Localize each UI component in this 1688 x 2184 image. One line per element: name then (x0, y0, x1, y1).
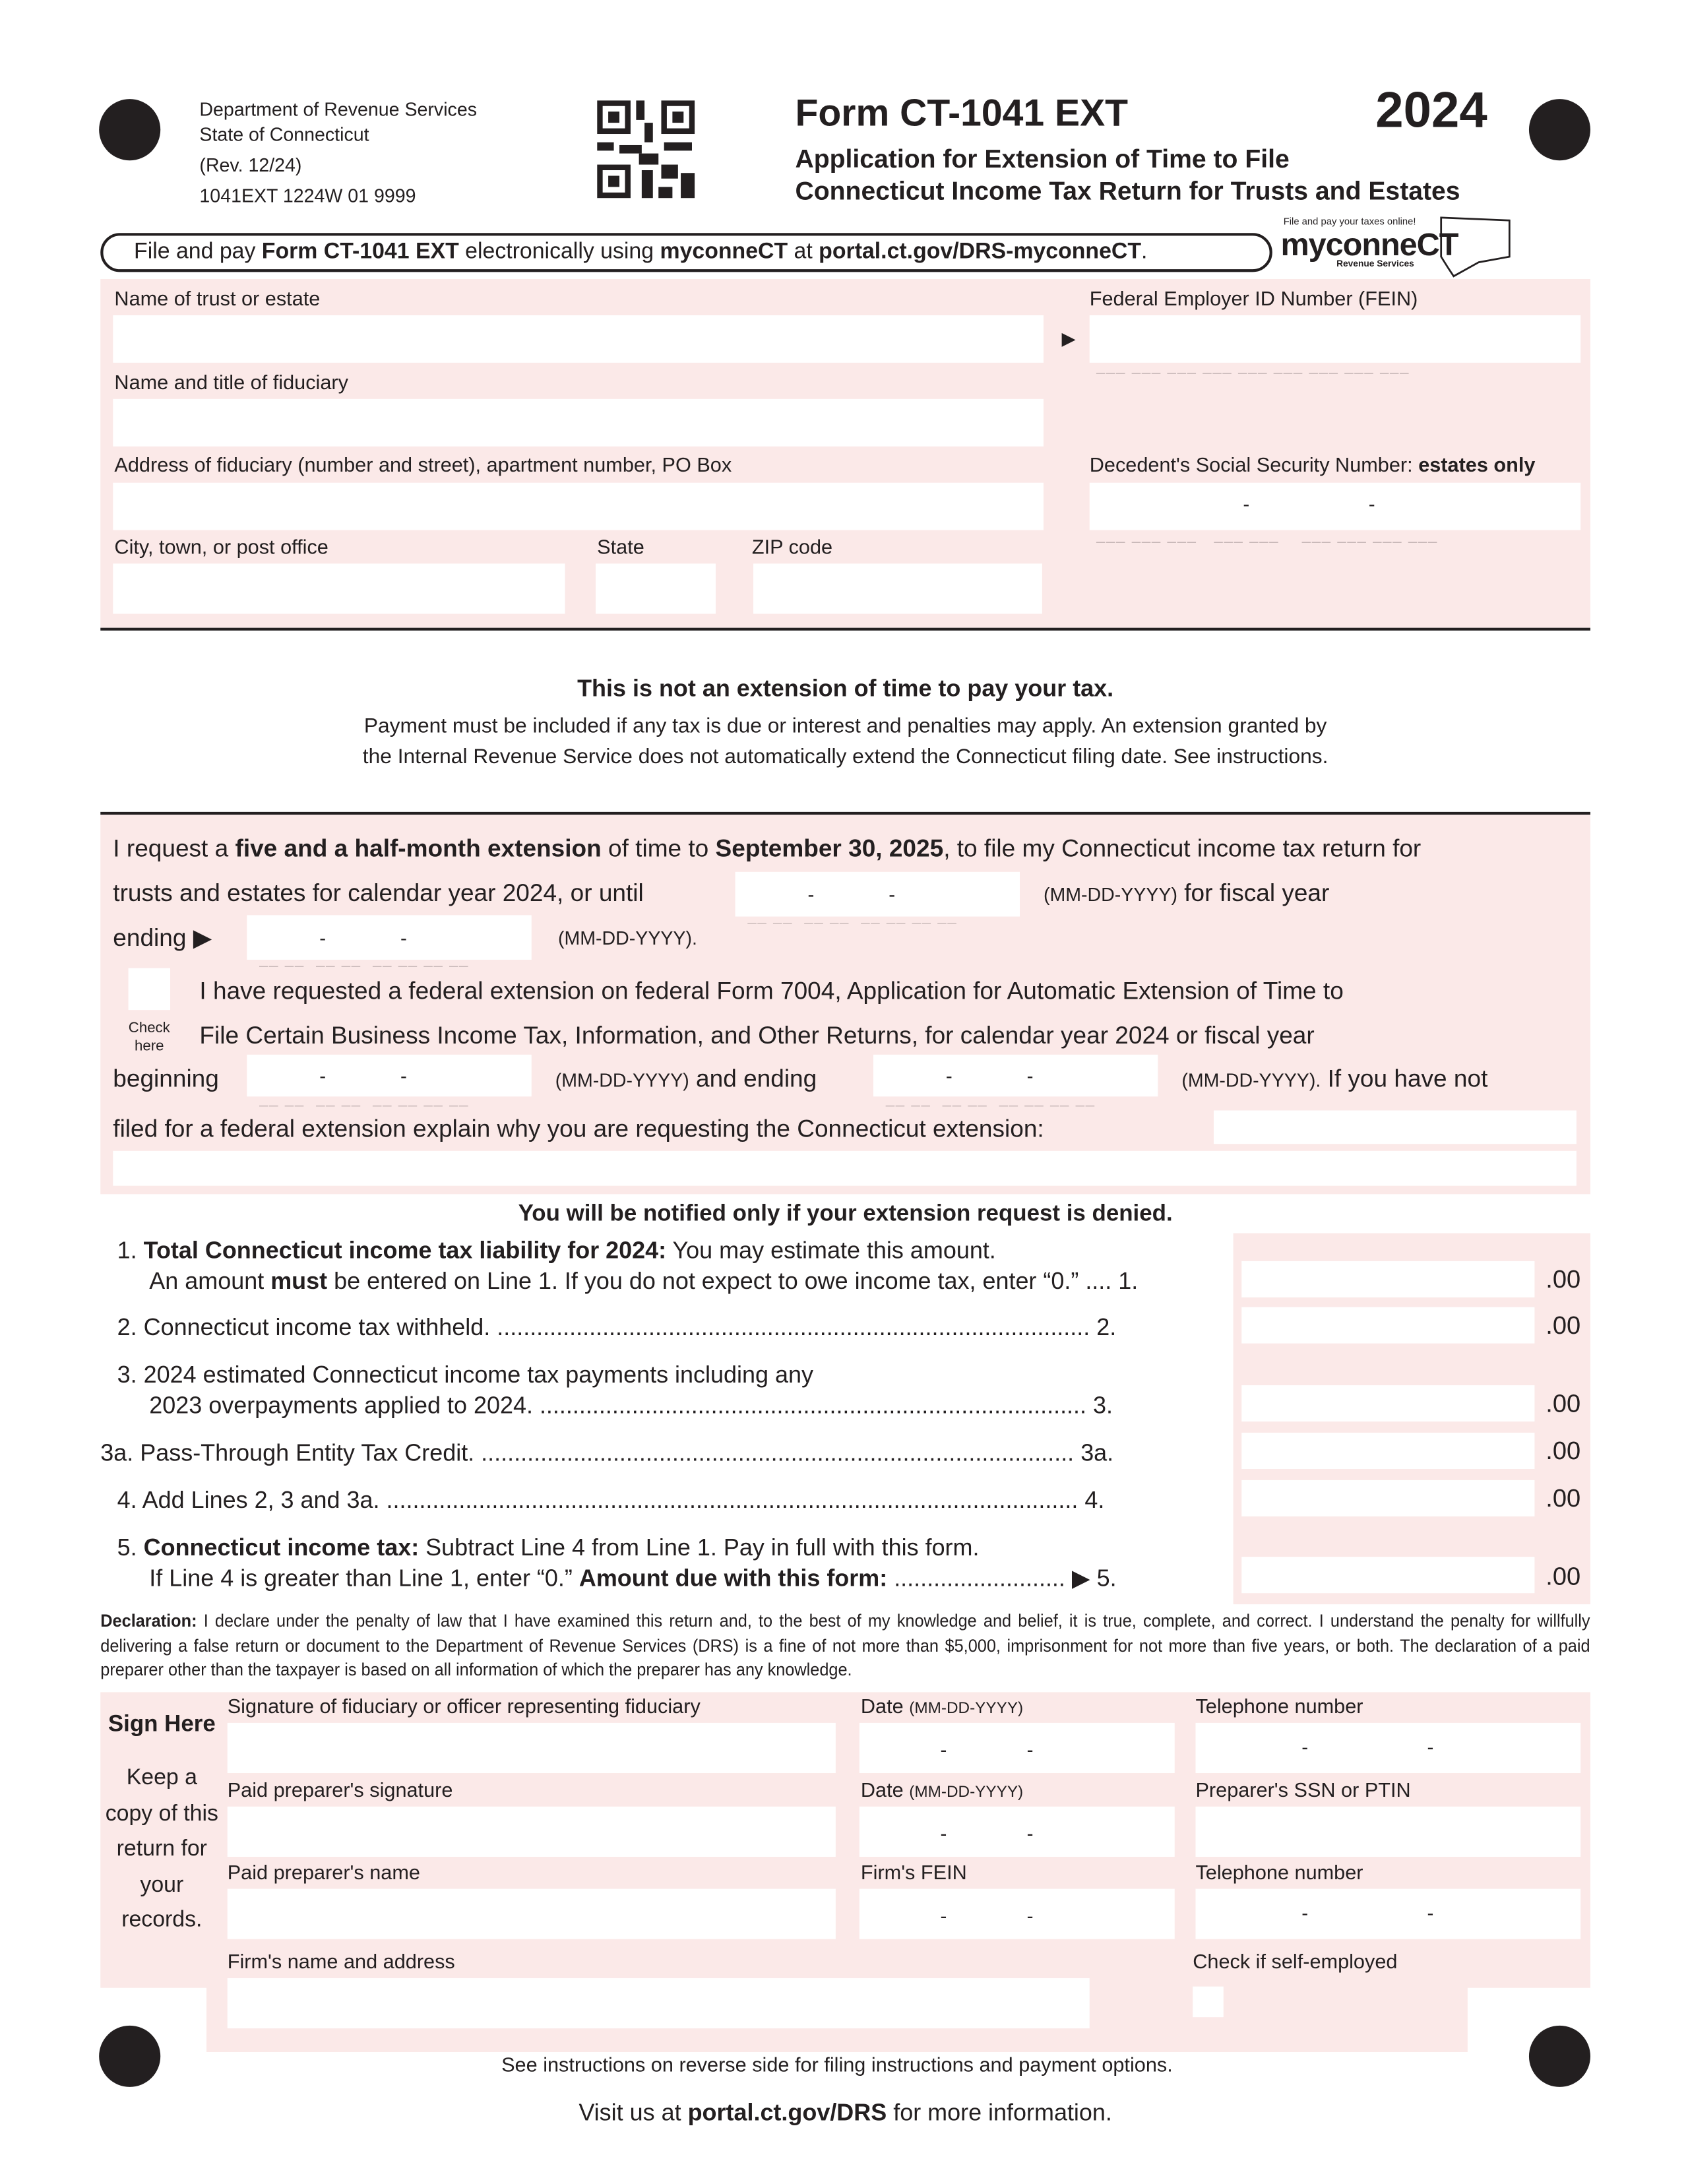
federal-beginning-date-input[interactable]: - - (247, 1055, 531, 1096)
preparer-signature-label: Paid preparer's signature (227, 1780, 453, 1803)
address-label: Address of fiduciary (number and street), apartment number, PO Box (114, 454, 732, 478)
fein-label: Federal Employer ID Number (FEIN) (1089, 288, 1418, 311)
zip-label: ZIP code (751, 537, 833, 560)
federal-extension-text: filed for a federal extension explain why you are requesting the Connecticut extension: (113, 1114, 1044, 1143)
ssn-digit-guides: ___ ___ ___ ___ ___ ___ ___ ___ ___ (1096, 527, 1439, 544)
notice-title: This is not an extension of time to pay your tax. (577, 675, 1114, 702)
line-3a-text: 3a. Pass-Through Entity Tax Credit. .......................................................................................... 3a. (100, 1439, 1114, 1466)
request-text: ending ▶ (113, 923, 212, 952)
portal-link[interactable]: portal.ct.gov/DRS-myconneCT (819, 239, 1142, 264)
trust-name-input[interactable] (113, 315, 1044, 363)
myconnect-logo: File and pay your taxes online! myconneCT Revenue Services (1280, 218, 1511, 279)
agency-block (199, 98, 477, 209)
tax-year: 2024 (1375, 80, 1487, 139)
cents: .00 (1546, 1484, 1581, 1513)
line-1-amount-input[interactable] (1241, 1261, 1534, 1297)
cents: .00 (1546, 1311, 1581, 1340)
preparer-telephone-input[interactable]: - - (1195, 1889, 1580, 1939)
fiduciary-input[interactable] (113, 399, 1044, 447)
cents: .00 (1546, 1562, 1581, 1590)
check-here-label: Check here (128, 1019, 170, 1055)
revision: (Rev. 12/24) (199, 154, 302, 176)
telephone-label: Telephone number (1195, 1862, 1363, 1885)
signature-label: Signature of fiduciary or officer representing fiduciary (227, 1696, 701, 1719)
request-text: I request a five and a half-month extension of time to September 30, 2025, to file my Connecticut income tax return for (113, 834, 1422, 863)
city-input[interactable] (113, 563, 565, 613)
date-label: Date (MM-DD-YYYY) (860, 1696, 1024, 1719)
form-code: 1041EXT 1224W 01 9999 (199, 185, 416, 207)
notice-text: the Internal Revenue Service does not automatically extend the Connecticut filing date. See instructions. (362, 745, 1329, 769)
line-3a-amount-input[interactable] (1241, 1433, 1534, 1469)
state-name: State of Connecticut (199, 124, 369, 145)
line-1-text: An amount must be entered on Line 1. If you do not expect to owe income tax, enter “0.” .... 1. (149, 1268, 1139, 1295)
connecticut-outline-icon (1437, 215, 1512, 279)
footer-instructions: See instructions on reverse side for filing instructions and payment options. (501, 2055, 1173, 2078)
line-4-text: 4. Add Lines 2, 3 and 3a. ......................................................................................................... 4. (117, 1487, 1105, 1514)
ssn-label: Decedent's Social Security Number: estates only (1089, 454, 1536, 478)
line-5-text: 5. Connecticut income tax: Subtract Line 4 from Line 1. Pay in full with this form. (117, 1534, 980, 1561)
keep-copy-note: Keep a copy of this return for your records. (105, 1766, 218, 1933)
date-digit-guides: __ __ __ __ __ __ __ __ (885, 1090, 1096, 1108)
arrow-right-icon: ▶ (1061, 328, 1076, 349)
address-input[interactable] (113, 483, 1044, 530)
self-employed-checkbox[interactable] (1193, 1987, 1224, 2018)
firm-fein-input[interactable]: - - (860, 1889, 1175, 1939)
line-3-text: 2023 overpayments applied to 2024. ................................................................................... 3. (149, 1392, 1113, 1419)
explanation-input[interactable] (1214, 1110, 1577, 1144)
form-subtitle: Connecticut Income Tax Return for Trusts and Estates (795, 175, 1460, 205)
state-input[interactable] (596, 563, 716, 613)
line-2-text: 2. Connecticut income tax withheld. .......................................................................................... 2. (117, 1314, 1117, 1341)
fein-digit-guides: ___ ___ ___ ___ ___ ___ ___ ___ ___ (1096, 358, 1410, 375)
cents: .00 (1546, 1389, 1581, 1418)
line-3-text: 3. 2024 estimated Connecticut income tax payments including any (117, 1361, 813, 1388)
request-text: trusts and estates for calendar year 2024, or until (113, 879, 644, 907)
footer-visit: Visit us at portal.ct.gov/DRS for more information. (578, 2099, 1112, 2127)
registration-mark (99, 99, 160, 160)
federal-extension-text: beginning (113, 1064, 219, 1092)
registration-mark (1529, 99, 1590, 160)
firm-address-input[interactable] (228, 1978, 1090, 2028)
notification-note: You will be notified only if your extension request is denied. (518, 1201, 1173, 1226)
self-employed-label: Check if self-employed (1193, 1951, 1398, 1974)
date-digit-guides: __ __ __ __ __ __ __ __ (259, 1090, 470, 1108)
zip-input[interactable] (753, 563, 1042, 613)
myconnect-link[interactable]: myconneCT (660, 239, 788, 264)
efile-banner: File and pay Form CT-1041 EXT electronically using myconneCT at portal.ct.gov/DRS-myconneCT. (100, 233, 1272, 272)
preparer-name-input[interactable] (228, 1889, 836, 1939)
federal-extension-text: (MM-DD-YYYY) and ending (555, 1064, 817, 1092)
date-label: Date (MM-DD-YYYY) (860, 1780, 1024, 1803)
federal-extension-text: File Certain Business Income Tax, Information, and Other Returns, for calendar year 2024 or fiscal year (199, 1021, 1315, 1049)
preparer-ssn-label: Preparer's SSN or PTIN (1195, 1780, 1411, 1803)
line-1-text: 1. Total Connecticut income tax liability for 2024: You may estimate this amount. (117, 1237, 996, 1264)
city-label: City, town, or post office (114, 537, 328, 560)
drs-portal-link[interactable]: portal.ct.gov/DRS (687, 2099, 887, 2127)
decedent-ssn-input[interactable]: - - (1090, 483, 1580, 530)
federal-ending-date-input[interactable]: - - (873, 1055, 1158, 1096)
line-4-amount-input[interactable] (1241, 1480, 1534, 1516)
preparer-ssn-input[interactable] (1195, 1807, 1580, 1857)
declaration: Declaration: I declare under the penalty of law that I have examined this return and, to the best of my knowledge and belief, it is true, complete, and correct. I understand the penalty for willfully delivering a false return or document to the Department of Revenue Services (DRS) is a fine of not more than $5,000, imprisonment for not more than five years, or both. The declaration of a paid preparer other than the taxpayer is based on all information of which the preparer has any knowledge. (100, 1611, 1590, 1680)
explanation-input-line2[interactable] (113, 1151, 1577, 1186)
line-3-amount-input[interactable] (1241, 1385, 1534, 1421)
fein-input[interactable] (1090, 315, 1580, 363)
date-format-hint: (MM-DD-YYYY). (557, 927, 697, 949)
line-5-text: If Line 4 is greater than Line 1, enter “0.” Amount due with this form: .......................... ▶ 5. (149, 1565, 1117, 1592)
federal-extension-text: (MM-DD-YYYY). If you have not (1181, 1064, 1488, 1092)
firm-address-label: Firm's name and address (227, 1951, 455, 1974)
fiduciary-label: Name and title of fiduciary (114, 372, 348, 395)
telephone-label: Telephone number (1195, 1696, 1363, 1719)
firm-fein-label: Firm's FEIN (860, 1862, 967, 1885)
telephone-input[interactable]: - - (1195, 1723, 1580, 1773)
form-subtitle: Application for Extension of Time to File (795, 143, 1290, 173)
line-2-amount-input[interactable] (1241, 1307, 1534, 1344)
form-title: Form CT-1041 EXT (795, 92, 1129, 135)
fiscal-ending-date-input[interactable]: - - (247, 915, 531, 960)
date-digit-guides: __ __ __ __ __ __ __ __ (259, 951, 470, 968)
notice-text: Payment must be included if any tax is due or interest and penalties may apply. An extension granted by (363, 714, 1327, 738)
date-digit-guides: __ __ __ __ __ __ __ __ (747, 908, 958, 925)
federal-extension-text: I have requested a federal extension on federal Form 7004, Application for Automatic Extension of Time to (199, 976, 1344, 1005)
cents: .00 (1546, 1437, 1581, 1465)
department-name: Department of Revenue Services (199, 99, 477, 120)
request-text: (MM-DD-YYYY) for fiscal year (1043, 879, 1330, 907)
preparer-signature-input[interactable] (228, 1807, 836, 1857)
fiscal-until-date-input[interactable]: - - (735, 872, 1020, 917)
preparer-name-label: Paid preparer's name (227, 1862, 420, 1885)
name-label: Name of trust or estate (114, 288, 321, 311)
line-5-amount-input[interactable] (1241, 1557, 1534, 1593)
divider (100, 628, 1590, 631)
cents: .00 (1546, 1265, 1581, 1294)
fiduciary-signature-input[interactable] (228, 1723, 836, 1773)
federal-extension-checkbox[interactable] (129, 968, 170, 1010)
preparer-date-input[interactable]: - - (860, 1807, 1175, 1857)
qr-code-icon (597, 100, 695, 198)
sign-here-label: Sign Here (108, 1711, 216, 1737)
signature-date-input[interactable]: - - (860, 1723, 1175, 1773)
state-label: State (597, 537, 644, 560)
